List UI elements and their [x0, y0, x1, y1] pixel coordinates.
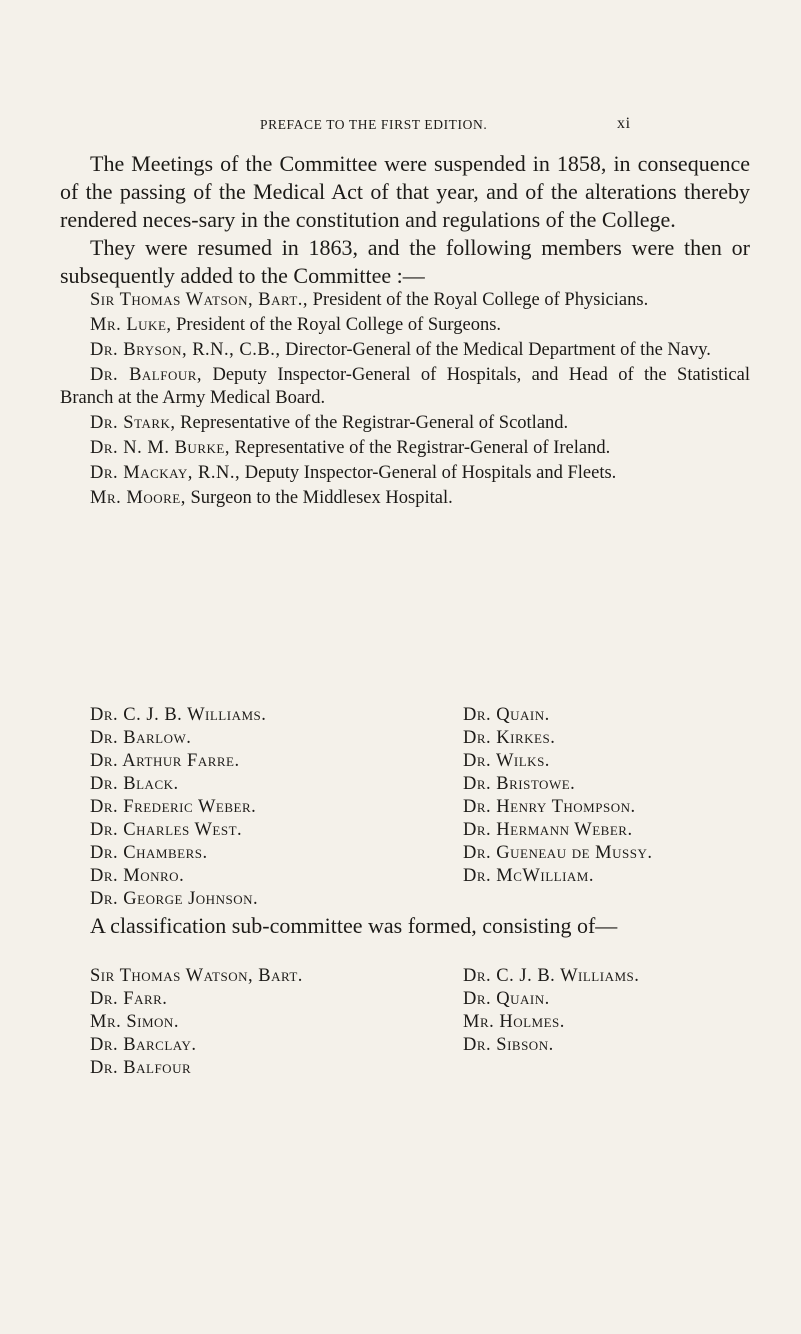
member-description: Deputy Inspector-General of Hospitals and Fleets.: [240, 463, 617, 483]
name-entry: Dr. Gueneau de Mussy.: [463, 843, 653, 863]
name-entry: Dr. Sibson.: [463, 1035, 554, 1055]
member-name: Dr. Stark,: [90, 413, 176, 433]
member-name: Dr. Bryson, R.N., C.B.,: [90, 340, 281, 360]
name-entry: Dr. Barclay.: [90, 1035, 197, 1055]
paragraph-1: The Meetings of the Committee were suspended in 1858, in consequence of the passing of the Medical Act of that year, and of the alterations thereby rendered neces-sary in the constitution and regulations of the College.: [60, 151, 750, 232]
member-name: Mr. Moore,: [90, 488, 186, 508]
member-name: Dr. N. M. Burke,: [90, 438, 230, 458]
name-entry: Dr. Henry Thompson.: [463, 797, 636, 817]
name-entry: Mr. Simon.: [90, 1012, 179, 1032]
name-entry: Dr. C. J. B. Williams.: [463, 966, 640, 986]
member-entry: [60, 487, 750, 510]
member-description: Surgeon to the Middlesex Hospital.: [185, 488, 453, 508]
name-entry: Dr. Balfour: [90, 1058, 192, 1078]
name-entry: Dr. Farr.: [90, 989, 168, 1009]
right-column: [463, 965, 639, 1057]
member-entry: [60, 289, 750, 312]
member-name: Sir Thomas Watson, Bart.,: [90, 290, 309, 310]
page-number: xi: [617, 115, 631, 132]
name-entry: Dr. Barlow.: [90, 728, 192, 748]
name-entry: Dr. Charles West.: [90, 820, 243, 840]
member-entry: [60, 437, 750, 460]
member-description: Director-General of the Medical Department of the Navy.: [280, 340, 711, 360]
member-description: President of the Royal College of Surgeons.: [171, 315, 502, 335]
member-entry: [60, 364, 750, 410]
member-entry: [60, 462, 750, 485]
name-entry: Dr. Arthur Farre.: [90, 751, 240, 771]
name-entry: Dr. Quain.: [463, 989, 550, 1009]
paragraph-3: A classification sub-committee was formed, consisting of—: [90, 913, 618, 938]
name-entry: Dr. George Johnson.: [90, 889, 259, 909]
name-entry: Dr. C. J. B. Williams.: [90, 705, 267, 725]
header-title: PREFACE TO THE FIRST EDITION.: [260, 117, 488, 132]
member-entry: [60, 339, 750, 362]
name-entry: Dr. Wilks.: [463, 751, 550, 771]
name-entry: Dr. Quain.: [463, 705, 550, 725]
name-entry: Dr. Frederic Weber.: [90, 797, 257, 817]
member-entry: [60, 314, 750, 337]
member-name: Dr. Mackay, R.N.,: [90, 463, 241, 483]
name-entry: Dr. Bristowe.: [463, 774, 576, 794]
member-description: Representative of the Registrar-General of Scotland.: [175, 413, 569, 433]
name-entry: Dr. Chambers.: [90, 843, 208, 863]
name-entry: Dr. McWilliam.: [463, 866, 594, 886]
member-name: Mr. Luke,: [90, 315, 172, 335]
paragraph-2: They were resumed in 1863, and the following members were then or subsequently added to the Committee :—: [60, 235, 750, 288]
name-entry: Sir Thomas Watson, Bart.: [90, 966, 303, 986]
name-entry: Mr. Holmes.: [463, 1012, 565, 1032]
members-list: [60, 289, 750, 512]
member-description: Representative of the Registrar-General of Ireland.: [229, 438, 611, 458]
right-column: [463, 704, 652, 888]
name-entry: Dr. Hermann Weber.: [463, 820, 633, 840]
left-column: [90, 704, 266, 911]
member-entry: [60, 412, 750, 435]
left-column: [90, 965, 303, 1080]
member-description: President of the Royal College of Physicians.: [308, 290, 649, 310]
name-entry: Dr. Black.: [90, 774, 179, 794]
name-entry: Dr. Kirkes.: [463, 728, 556, 748]
name-entry: Dr. Monro.: [90, 866, 185, 886]
member-description: Deputy Inspector-General of Hospitals, and Head of the Statistical Branch at the Army Medical Board.: [60, 365, 750, 408]
member-name: Dr. Balfour,: [90, 365, 203, 385]
